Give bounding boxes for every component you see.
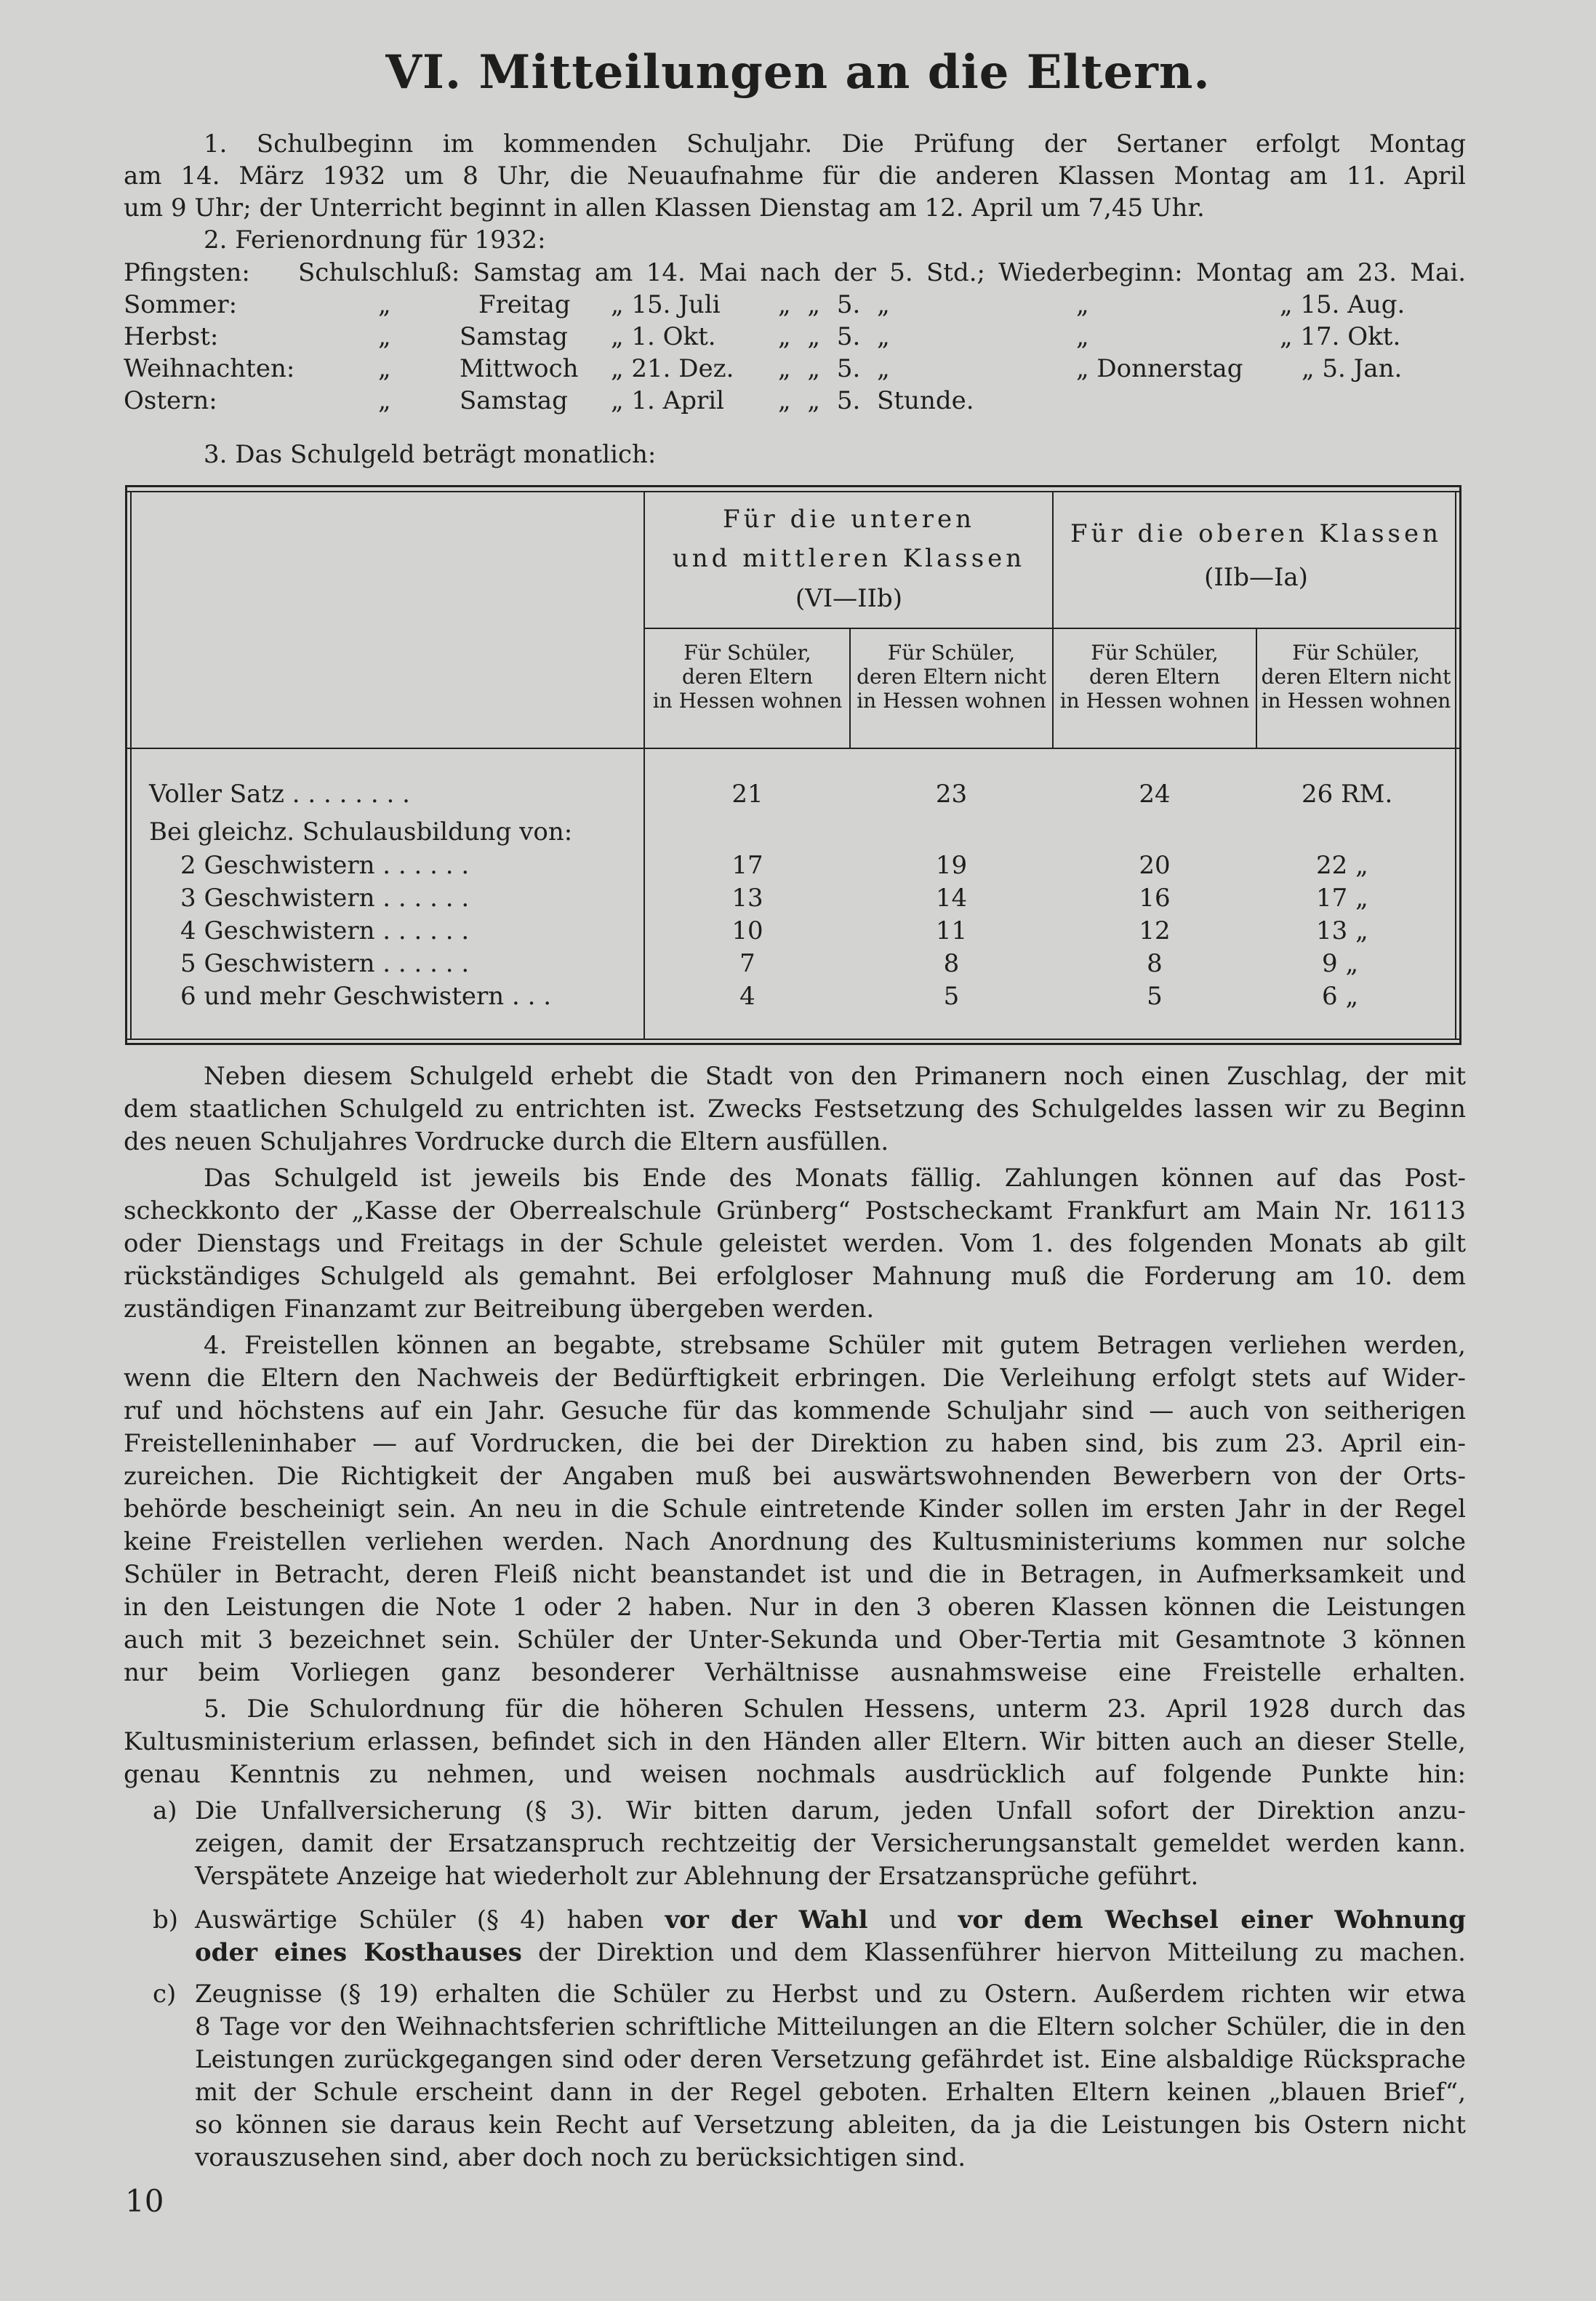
ditto-mark: „ — [1076, 290, 1089, 319]
table-rule-right — [1459, 485, 1461, 1045]
sec4-line-2: wenn die Eltern den Nachweis der Bedürftigkeit erbringen. Die Verleihung erfolgt stets auf Wider- — [124, 1364, 1466, 1393]
item-c-line-5: so können sie daraus kein Recht auf Versetzung ableiten, da ja die Leistungen bis Ostern nicht — [195, 2110, 1466, 2140]
holiday-hour: „ „ 5. „ — [778, 354, 890, 383]
table-rule-top — [125, 485, 1461, 487]
holiday-name: Herbst: — [124, 322, 219, 351]
item-b-line-2: oder eines Kosthauses der Direktion und dem Klassenführer hiervon Mitteilung zu machen. — [195, 1938, 1466, 1967]
item-a-line-1: Die Unfallversicherung (§ 3). Wir bitten darum, jeden Unfall sofort der Direktion anzu- — [195, 1796, 1466, 1825]
table-cell: 24 — [1139, 780, 1171, 809]
table-cell: 26 RM. — [1302, 780, 1393, 809]
table-row-label: 6 und mehr Geschwistern . . . — [180, 982, 551, 1011]
table-cell: 19 — [935, 851, 968, 880]
table-row-label: Bei gleichz. Schulausbildung von: — [149, 817, 573, 847]
table-cell: 9 „ — [1322, 949, 1359, 978]
ditto-mark: „ — [378, 322, 391, 351]
table-rule-left — [125, 485, 127, 1045]
subhead-col1: Für Schüler, deren Eltern in Hessen wohnen — [652, 641, 843, 713]
table-cell: 6 „ — [1322, 982, 1359, 1011]
table-rule-header — [125, 748, 1461, 749]
table-cell: 14 — [935, 884, 968, 913]
sec4-line-5: zureichen. Die Richtigkeit der Angaben muß bei auswärtswohnenden Bewerbern von der Orts- — [124, 1462, 1466, 1491]
holiday-date: „ 21. Dez. — [611, 354, 734, 383]
table-row-label: 4 Geschwistern . . . . . . — [180, 916, 470, 945]
sec4-line-11: nur beim Vorliegen ganz besonderer Verhältnisse ausnahmsweise eine Freistelle erhalten. — [124, 1658, 1466, 1687]
sec5-line-2: Kultusministerium erlassen, befindet sich in den Händen aller Eltern. Wir bitten auch an dieser Stelle, — [124, 1727, 1466, 1756]
table-cell: 16 — [1139, 884, 1171, 913]
holiday-weekday: Freitag — [478, 290, 571, 319]
group-lower-line1: Für die unteren — [723, 505, 975, 534]
table-rule-bottom-inner — [125, 1039, 1461, 1040]
para-b-line-5: zuständigen Finanzamt zur Beitreibung übergeben werden. — [124, 1294, 875, 1324]
sec4-line-6: behörde bescheinigt sein. An neu in die Schule eintretende Kinder sollen im ersten Jahr in der Regel — [124, 1494, 1466, 1524]
item-b-marker: b) — [153, 1905, 179, 1934]
table-cell: 22 „ — [1316, 851, 1368, 880]
table-row-label: 5 Geschwistern . . . . . . — [180, 949, 470, 978]
subhead-col4: Für Schüler, deren Eltern nicht in Hessen wohnen — [1261, 641, 1451, 713]
table-cell: 7 — [739, 949, 755, 978]
sec4-line-7: keine Freistellen verliehen werden. Nach Anordnung des Kultusministeriums kommen nur solche — [124, 1527, 1466, 1556]
table-row-label: 3 Geschwistern . . . . . . — [180, 884, 470, 913]
para-a-line-2: dem staatlichen Schulgeld zu entrichten ist. Zwecks Festsetzung des Schulgeldes lassen wir zu Beginn — [124, 1095, 1466, 1124]
sec5-line-3: genau Kenntnis zu nehmen, und weisen nochmals ausdrücklich auf folgende Punkte hin: — [124, 1760, 1466, 1789]
holiday-return: „ 17. Okt. — [1280, 322, 1401, 351]
sec4-line-10: auch mit 3 bezeichnet sein. Schüler der Unter-Sekunda und Ober-Tertia mit Gesamtnote 3 können — [124, 1625, 1466, 1654]
sec4-line-9: in den Leistungen die Note 1 oder 2 haben. Nur in den 3 oberen Klassen können die Leistungen — [124, 1593, 1466, 1622]
group-upper-line2: (IIb—Ia) — [1204, 563, 1308, 592]
table-cell: 13 „ — [1316, 916, 1368, 945]
table-cell: 17 „ — [1316, 884, 1368, 913]
table-cell: 5 — [1147, 982, 1163, 1011]
sec4-line-1: 4. Freistellen können an begabte, strebsame Schüler mit gutem Betragen verliehen werden, — [204, 1331, 1466, 1360]
holiday-weekday: Mittwoch — [460, 354, 579, 383]
para-a-line-1: Neben diesem Schulgeld erhebt die Stadt von den Primanern noch einen Zuschlag, der mit — [204, 1062, 1466, 1091]
table-row-label: Voller Satz . . . . . . . . — [149, 780, 410, 809]
item-c-line-3: Leistungen zurückgegangen sind oder deren Versetzung gefährdet ist. Eine alsbaldige Rücksprache — [195, 2045, 1466, 2074]
table-cell: 10 — [731, 916, 763, 945]
para-a-line-3: des neuen Schuljahres Vordrucke durch die Eltern ausfüllen. — [124, 1127, 889, 1156]
table-cell: 20 — [1139, 851, 1171, 880]
item-c-line-2: 8 Tage vor den Weihnachtsferien schriftliche Mitteilungen an die Eltern solcher Schüler, die in den — [195, 2012, 1466, 2041]
table-cell: 8 — [943, 949, 960, 978]
table-rule-col1 — [643, 491, 645, 1040]
table-cell: 4 — [739, 982, 755, 1011]
table-rule-bottom — [125, 1043, 1461, 1045]
holiday-name: Ostern: — [124, 386, 217, 415]
sec1-line-2: am 14. März 1932 um 8 Uhr, die Neuaufnahme für die anderen Klassen Montag am 11. April — [124, 161, 1466, 191]
ditto-mark: „ — [378, 386, 391, 415]
holiday-detail: Schulschluß: Samstag am 14. Mai nach der 5. Std.; Wiederbeginn: Montag am 23. Mai. — [298, 258, 1466, 287]
page-title: VI. Mitteilungen an die Eltern. — [385, 45, 1211, 100]
sec2-heading: 2. Ferienordnung für 1932: — [204, 225, 546, 255]
page-number: 10 — [125, 2183, 164, 2219]
holiday-hour: „ „ 5. „ — [778, 290, 890, 319]
para-b-line-3: oder Dienstags und Freitags in der Schule geleistet werden. Vom 1. des folgenden Monats ab gilt — [124, 1229, 1466, 1258]
holiday-date: „ 1. Okt. — [611, 322, 716, 351]
ditto-mark: „ — [1076, 322, 1089, 351]
subhead-col2: Für Schüler, deren Eltern nicht in Hessen wohnen — [857, 641, 1046, 713]
holiday-return: „ 15. Aug. — [1280, 290, 1405, 319]
item-c-line-4: mit der Schule erscheint dann in der Regel geboten. Erhalten Eltern keinen „blauen Brief“, — [195, 2078, 1466, 2107]
holiday-weekday: Samstag — [460, 322, 568, 351]
para-b-line-1: Das Schulgeld ist jeweils bis Ende des Monats fällig. Zahlungen können auf das Post- — [204, 1164, 1466, 1193]
table-cell: 21 — [731, 780, 763, 809]
sec1-line-3: um 9 Uhr; der Unterricht beginnt in allen Klassen Dienstag am 12. April um 7,45 Uhr. — [124, 193, 1205, 223]
subhead-col3: Für Schüler, deren Eltern in Hessen wohnen — [1059, 641, 1250, 713]
holiday-date: „ 1. April — [611, 386, 724, 415]
table-cell: 17 — [731, 851, 763, 880]
group-lower-line3: (VI—IIb) — [795, 584, 903, 613]
item-a-line-3: Verspätete Anzeige hat wiederholt zur Ablehnung der Ersatzansprüche geführt. — [195, 1862, 1199, 1891]
sec1-line-1: 1. Schulbeginn im kommenden Schuljahr. Die Prüfung der Sertaner erfolgt Montag — [204, 129, 1466, 159]
table-cell: 5 — [943, 982, 960, 1011]
sec4-line-3: ruf und höchstens auf ein Jahr. Gesuche für das kommende Schuljahr sind — auch von seitherigen — [124, 1396, 1466, 1425]
holiday-hour: „ „ 5. Stunde. — [778, 386, 974, 415]
group-lower-line2: und mittleren Klassen — [672, 544, 1026, 573]
holiday-date: „ 15. Juli — [611, 290, 721, 319]
table-cell: 8 — [1147, 949, 1163, 978]
para-b-line-4: rückständiges Schulgeld als gemahnt. Bei erfolgloser Mahnung muß die Forderung am 10. dem — [124, 1262, 1466, 1291]
table-rule-top-inner — [125, 491, 1461, 492]
item-c-line-6: vorauszusehen sind, aber doch noch zu berücksichtigen sind. — [195, 2143, 966, 2172]
ditto-mark: „ — [378, 354, 391, 383]
item-a-line-2: zeigen, damit der Ersatzanspruch rechtzeitig der Versicherungsanstalt gemeldet werden kann. — [195, 1829, 1466, 1858]
table-cell: 23 — [935, 780, 968, 809]
sec4-line-4: Freistelleninhaber — auf Vordrucken, die bei der Direktion zu haben sind, bis zum 23. April ein- — [124, 1429, 1466, 1458]
para-b-line-2: scheckkonto der „Kasse der Oberrealschule Grünberg“ Postscheckamt Frankfurt am Main Nr. 16113 — [124, 1196, 1466, 1225]
table-cell: 11 — [935, 916, 968, 945]
holiday-name: Sommer: — [124, 290, 238, 319]
table-row-label: 2 Geschwistern . . . . . . — [180, 851, 470, 880]
table-cell: 12 — [1139, 916, 1171, 945]
table-cell: 13 — [731, 884, 763, 913]
sec5-line-1: 5. Die Schulordnung für die höheren Schulen Hessens, unterm 23. April 1928 durch das — [204, 1694, 1466, 1724]
item-c-line-1: Zeugnisse (§ 19) erhalten die Schüler zu Herbst und zu Ostern. Außerdem richten wir etwa — [195, 1980, 1466, 2009]
item-b-line-1: Auswärtige Schüler (§ 4) haben vor der Wahl und vor dem Wechsel einer Wohnung — [195, 1905, 1467, 1934]
holiday-name: Weihnachten: — [124, 354, 295, 383]
holiday-weekday-return: „ Donnerstag — [1076, 354, 1243, 383]
group-upper-line1: Für die oberen Klassen — [1070, 519, 1442, 548]
holiday-hour: „ „ 5. „ — [778, 322, 890, 351]
item-c-marker: c) — [153, 1980, 177, 2009]
ditto-mark: „ — [378, 290, 391, 319]
table-rule-left-inner — [130, 491, 132, 1040]
holiday-name: Pfingsten: — [124, 258, 250, 287]
holiday-weekday: Samstag — [460, 386, 568, 415]
item-a-marker: a) — [153, 1796, 177, 1825]
holiday-return: „ 5. Jan. — [1302, 354, 1403, 383]
sec4-line-8: Schüler in Betracht, deren Fleiß nicht beanstandet ist und die in Betragen, in Aufmerksamkeit und — [124, 1560, 1466, 1589]
sec3-heading: 3. Das Schulgeld beträgt monatlich: — [204, 440, 657, 469]
